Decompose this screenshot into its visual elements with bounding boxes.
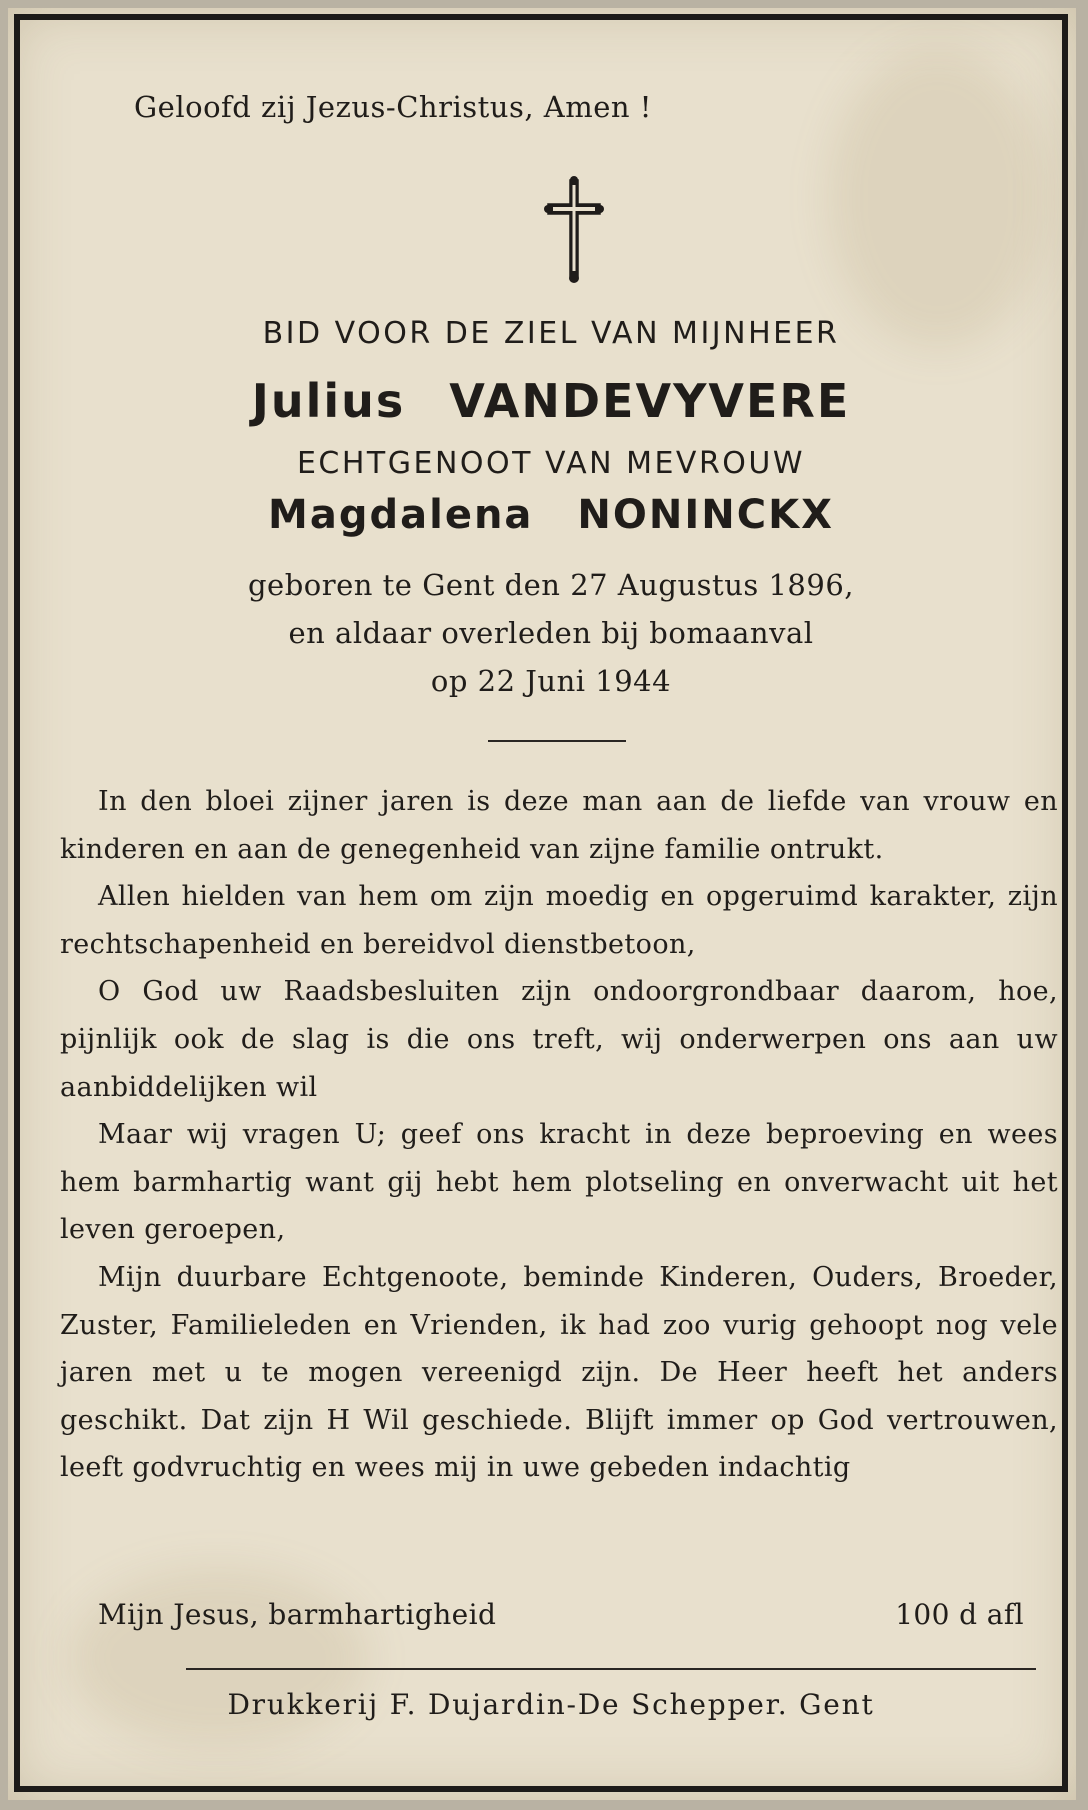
paragraph-plea: Maar wij vragen U; geef ons kracht in deze beproeving en wees hem barmhartig want gij hebt hem plotseling en onverwacht uit het leven geroepen, <box>60 1119 1058 1246</box>
birth-line: geboren te Gent den 27 Augustus 1896, <box>247 568 855 602</box>
deceased-name <box>48 374 1054 428</box>
separator-rule <box>488 740 626 742</box>
spouse-last-name: NONINCKX <box>577 492 834 538</box>
card-content <box>48 8 1058 1800</box>
deceased-first-name: Julius <box>251 374 406 428</box>
spouse-line: ECHTGENOOT VAN MEVROUW <box>296 446 806 481</box>
indulgence-days: 100 d afl <box>895 1598 1024 1631</box>
invocation-text: Geloofd zij Jezus-Christus, Amen ! <box>134 90 652 124</box>
footer-rule <box>186 1668 1036 1670</box>
memorial-card <box>8 8 1076 1800</box>
paragraph-submission: O God uw Raadsbesluiten zijn ondoorgrondbaar daarom, hoe, pijnlijk ook de slag is die ons treft, wij onderwerpen ons aan uw aanbiddelijken wil <box>60 976 1058 1103</box>
spouse-name <box>48 492 1054 538</box>
paragraph-farewell: Mijn duurbare Echtgenoote, beminde Kinderen, Ouders, Broeder, Zuster, Familieleden en Vrienden, ik had zoo vurig gehoopt nog vele jaren met u te mogen vereenigd zijn. De Heer heeft het anders geschikt. Dat zijn H Wil geschiede. Blijft immer op God vertrouwen, leeft godvruchtig en wees mij in uwe gebeden indachtig <box>60 1261 1058 1484</box>
printer-credit: Drukkerij F. Dujardin-De Schepper. Gent <box>227 1688 875 1721</box>
latin-cross-icon <box>544 176 604 284</box>
paragraph-tribute: In den bloei zijner jaren is deze man aan de liefde van vrouw en kinderen en aan de genegenheid van zijne familie ontrukt. <box>60 786 1058 865</box>
pray-line: BID VOOR DE ZIEL VAN MIJNHEER <box>262 316 840 351</box>
deceased-last-name: VANDEVYVERE <box>449 374 851 428</box>
indulgence-line <box>98 1598 1024 1631</box>
death-date: op 22 Juni 1944 <box>430 664 672 698</box>
indulgence-prayer: Mijn Jesus, barmhartigheid <box>98 1598 497 1631</box>
body-text <box>60 778 1058 1492</box>
death-line: en aldaar overleden bij bomaanval <box>288 616 814 650</box>
spouse-first-name: Magdalena <box>268 492 534 538</box>
paragraph-character: Allen hielden van hem om zijn moedig en opgeruimd karakter, zijn rechtschapenheid en bereidvol dienstbetoon, <box>60 881 1058 960</box>
